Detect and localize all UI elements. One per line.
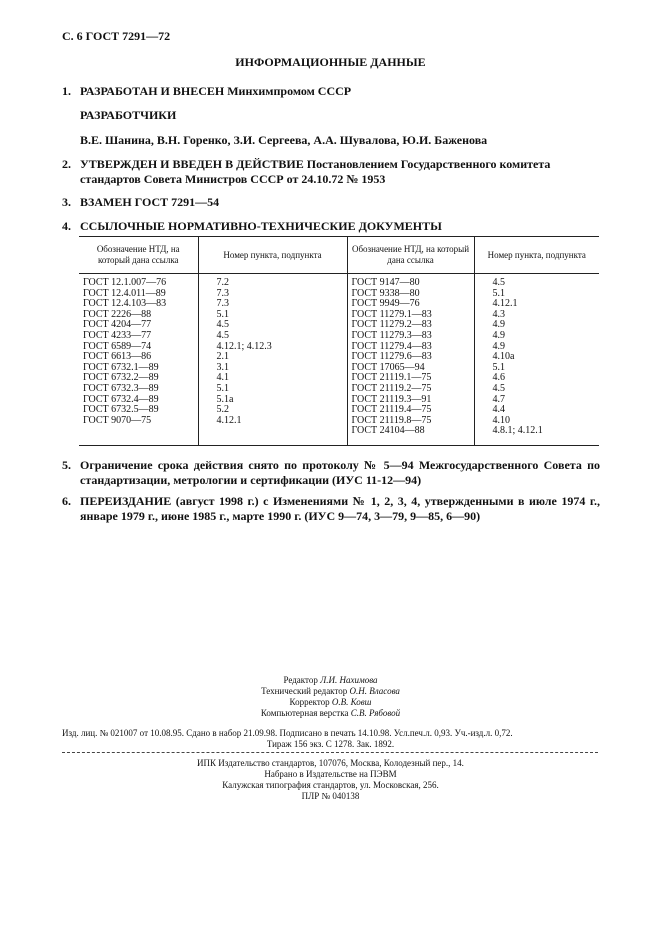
table-point-entry: 4.12.1 [216, 414, 242, 426]
table-doc-entry: ГОСТ 17065—94 [351, 361, 425, 373]
table-doc-entry: ГОСТ 11279.6—83 [351, 351, 432, 363]
table-point-entry: 7.3 [216, 298, 229, 310]
table-point-entry: 4.10а [492, 351, 515, 363]
imprint-tech-editor [0, 686, 661, 697]
table-point-entry: 4.12.1 [492, 298, 518, 310]
table-point-entry: 4.3 [492, 308, 505, 320]
table-point-entry: 7.3 [216, 287, 229, 299]
imprint-printer: Калужская типография стандартов, ул. Московская, 256. [222, 780, 439, 790]
tech-editor-name: О.Н. Власова [349, 686, 400, 696]
section-6-number: 6. [62, 494, 71, 508]
table-doc-entry: ГОСТ 6732.1—89 [83, 361, 159, 373]
table-doc-entry: ГОСТ 11279.4—83 [351, 340, 432, 352]
section-2-number: 2. [62, 157, 71, 171]
imprint-corrector [0, 697, 661, 708]
table-doc-entry: ГОСТ 6589—74 [83, 340, 152, 352]
table-point-entry: 4.9 [492, 329, 505, 341]
section-6-text: (август 1998 г.) с Изменениями № 1, 2, 3, 4, утвержденными в июле 1974 г., январе 1979 г., июне 1985 г., марте 1990 г. (ИУС 9—74, 3—79, 9—85, 6—90) [80, 494, 600, 523]
table-point-entry: 4.10 [492, 414, 510, 426]
references-table [79, 236, 599, 446]
table-row [79, 274, 599, 446]
imprint-print-run: Тираж 156 экз. С 1278. Зак. 1892. [266, 739, 395, 749]
table-point-entry: 4.5 [492, 382, 505, 394]
section-4-number: 4. [62, 219, 71, 233]
section-1 [62, 84, 351, 99]
corrector-name: О.В. Ковш [331, 697, 372, 707]
imprint-license: Изд. лиц. № 021007 от 10.08.95. Сдано в набор 21.09.98. Подписано в печать 14.10.98. Усл.печ.л. 0,93. Уч.-изд.л. 0,72. [62, 728, 513, 738]
table-point-entry: 5.2 [216, 404, 229, 416]
table-doc-entry: ГОСТ 9338—80 [351, 287, 420, 299]
section-2 [62, 157, 80, 172]
imprint-typeset: Набрано в Издательстве на ПЭВМ [264, 769, 397, 779]
layout-label: Компьютерная верстка [260, 708, 349, 718]
page-header: С. 6 ГОСТ 7291—72 [62, 29, 171, 43]
section-2-heading: УТВЕРЖДЕН И ВВЕДЕН В ДЕЙСТВИЕ [80, 157, 304, 171]
section-3-number: 3. [62, 195, 71, 209]
table-point-entry: 3.1 [216, 361, 229, 373]
table-point-entry: 4.12.1; 4.12.3 [216, 340, 272, 352]
table-doc-entry: ГОСТ 21119.1—75 [351, 372, 432, 384]
table-point-entry: 5.1 [216, 382, 229, 394]
table-point-entry: 5.1 [492, 287, 505, 299]
section-4 [62, 219, 442, 234]
table-doc-entry: ГОСТ 4204—77 [83, 319, 152, 331]
table-doc-entry: ГОСТ 21119.8—75 [351, 414, 432, 426]
table-doc-entry: ГОСТ 6613—86 [83, 351, 152, 363]
table-doc-entry: ГОСТ 4233—77 [83, 329, 152, 341]
table-doc-entry: ГОСТ 11279.1—83 [351, 308, 432, 320]
table-doc-entry: ГОСТ 24104—88 [351, 425, 425, 437]
section-5 [62, 458, 80, 473]
table-point-entry: 4.6 [492, 372, 505, 384]
table-doc-entry: ГОСТ 12.4.103—83 [83, 298, 167, 310]
section-4-text: ССЫЛОЧНЫЕ НОРМАТИВНО-ТЕХНИЧЕСКИЕ ДОКУМЕНТЫ [80, 219, 442, 233]
table-point-entry: 5.1 [216, 308, 229, 320]
table-doc-entry: ГОСТ 9070—75 [83, 414, 152, 426]
table-point-entry: 4.5 [492, 277, 505, 288]
imprint-divider [62, 752, 598, 753]
table-doc-entry: ГОСТ 6732.2—89 [83, 372, 159, 384]
corrector-label: Корректор [289, 697, 330, 707]
section-1-text: Минхимпромом СССР [224, 84, 352, 98]
table-doc-entry: ГОСТ 9949—76 [351, 298, 420, 310]
table-doc-entry: ГОСТ 2226—88 [83, 308, 152, 320]
table-doc-entry: ГОСТ 9147—80 [351, 277, 420, 288]
imprint-publisher: ИПК Издательство стандартов, 107076, Москва, Колодезный пер., 14. [197, 758, 464, 768]
section-1-heading: РАЗРАБОТАН И ВНЕСЕН [80, 84, 225, 98]
table-point-entry: 4.9 [492, 340, 505, 352]
table-point-entry: 4.1 [216, 372, 229, 384]
table-point-entry: 7.2 [216, 277, 229, 288]
section-2-text: Постановлением Государственного комитета стандартов Совета Министров СССР от 24.10.72 № 1953 [80, 157, 551, 186]
left-docs-cell [79, 274, 198, 446]
header-doc-left: Обозначение НТД, на который дана ссылка [79, 237, 198, 274]
right-docs-cell [347, 274, 474, 446]
table-doc-entry: ГОСТ 6732.5—89 [83, 404, 159, 416]
table-point-entry: 5.1 [492, 361, 505, 373]
editor-name: Л.И. Нахимова [320, 675, 378, 685]
table-doc-entry: ГОСТ 21119.3—91 [351, 393, 432, 405]
header-doc-right: Обозначение НТД, на который дана ссылка [347, 237, 474, 274]
table-doc-entry: ГОСТ 12.1.007—76 [83, 277, 167, 288]
section-5-number: 5. [62, 458, 71, 472]
header-point-left: Номер пункта, подпункта [198, 237, 347, 274]
table-point-entry: 5.1а [216, 393, 234, 405]
table-point-entry: 4.4 [492, 404, 505, 416]
page-title: ИНФОРМАЦИОННЫЕ ДАННЫЕ [235, 55, 426, 69]
right-points-cell [474, 274, 599, 446]
table-point-entry: 2.1 [216, 351, 229, 363]
table-point-entry: 4.8.1; 4.12.1 [492, 425, 543, 437]
developers-list: В.Е. Шанина, В.Н. Горенко, З.И. Сергеева, А.А. Шувалова, Ю.И. Баженова [80, 133, 488, 147]
section-3 [62, 195, 219, 210]
table-point-entry: 4.5 [216, 319, 229, 331]
table-doc-entry: ГОСТ 6732.3—89 [83, 382, 159, 394]
table-point-entry: 4.5 [216, 329, 229, 341]
section-2-body [80, 157, 600, 187]
table-doc-entry: ГОСТ 6732.4—89 [83, 393, 159, 405]
table-point-entry: 4.9 [492, 319, 505, 331]
table-doc-entry: ГОСТ 11279.2—83 [351, 319, 432, 331]
table-header-row [79, 237, 599, 274]
layout-name: С.В. Рябовой [350, 708, 401, 718]
imprint-plr: ПЛР № 040138 [301, 791, 360, 801]
section-6-body [80, 494, 600, 524]
section-3-text: ВЗАМЕН ГОСТ 7291—54 [80, 195, 220, 209]
imprint-editor [0, 675, 661, 686]
section-5-text: Ограничение срока действия снято по протоколу № 5—94 Межгосударственного Совета по стандартизации, метрологии и сертификации (ИУС 11-12—94) [80, 458, 600, 487]
table-point-entry: 4.7 [492, 393, 505, 405]
tech-editor-label: Технический редактор [261, 686, 348, 696]
table-doc-entry: ГОСТ 21119.2—75 [351, 382, 432, 394]
section-6 [62, 494, 80, 509]
table-doc-entry: ГОСТ 11279.3—83 [351, 329, 432, 341]
developers-label: РАЗРАБОТЧИКИ [80, 108, 177, 122]
section-1-number: 1. [62, 84, 71, 98]
imprint-layout [0, 708, 661, 719]
header-point-right: Номер пункта, подпункта [474, 237, 599, 274]
section-6-heading: ПЕРЕИЗДАНИЕ [80, 494, 172, 508]
editor-label: Редактор [283, 675, 318, 685]
left-points-cell [198, 274, 347, 446]
table-doc-entry: ГОСТ 21119.4—75 [351, 404, 432, 416]
table-doc-entry: ГОСТ 12.4.011—89 [83, 287, 166, 299]
